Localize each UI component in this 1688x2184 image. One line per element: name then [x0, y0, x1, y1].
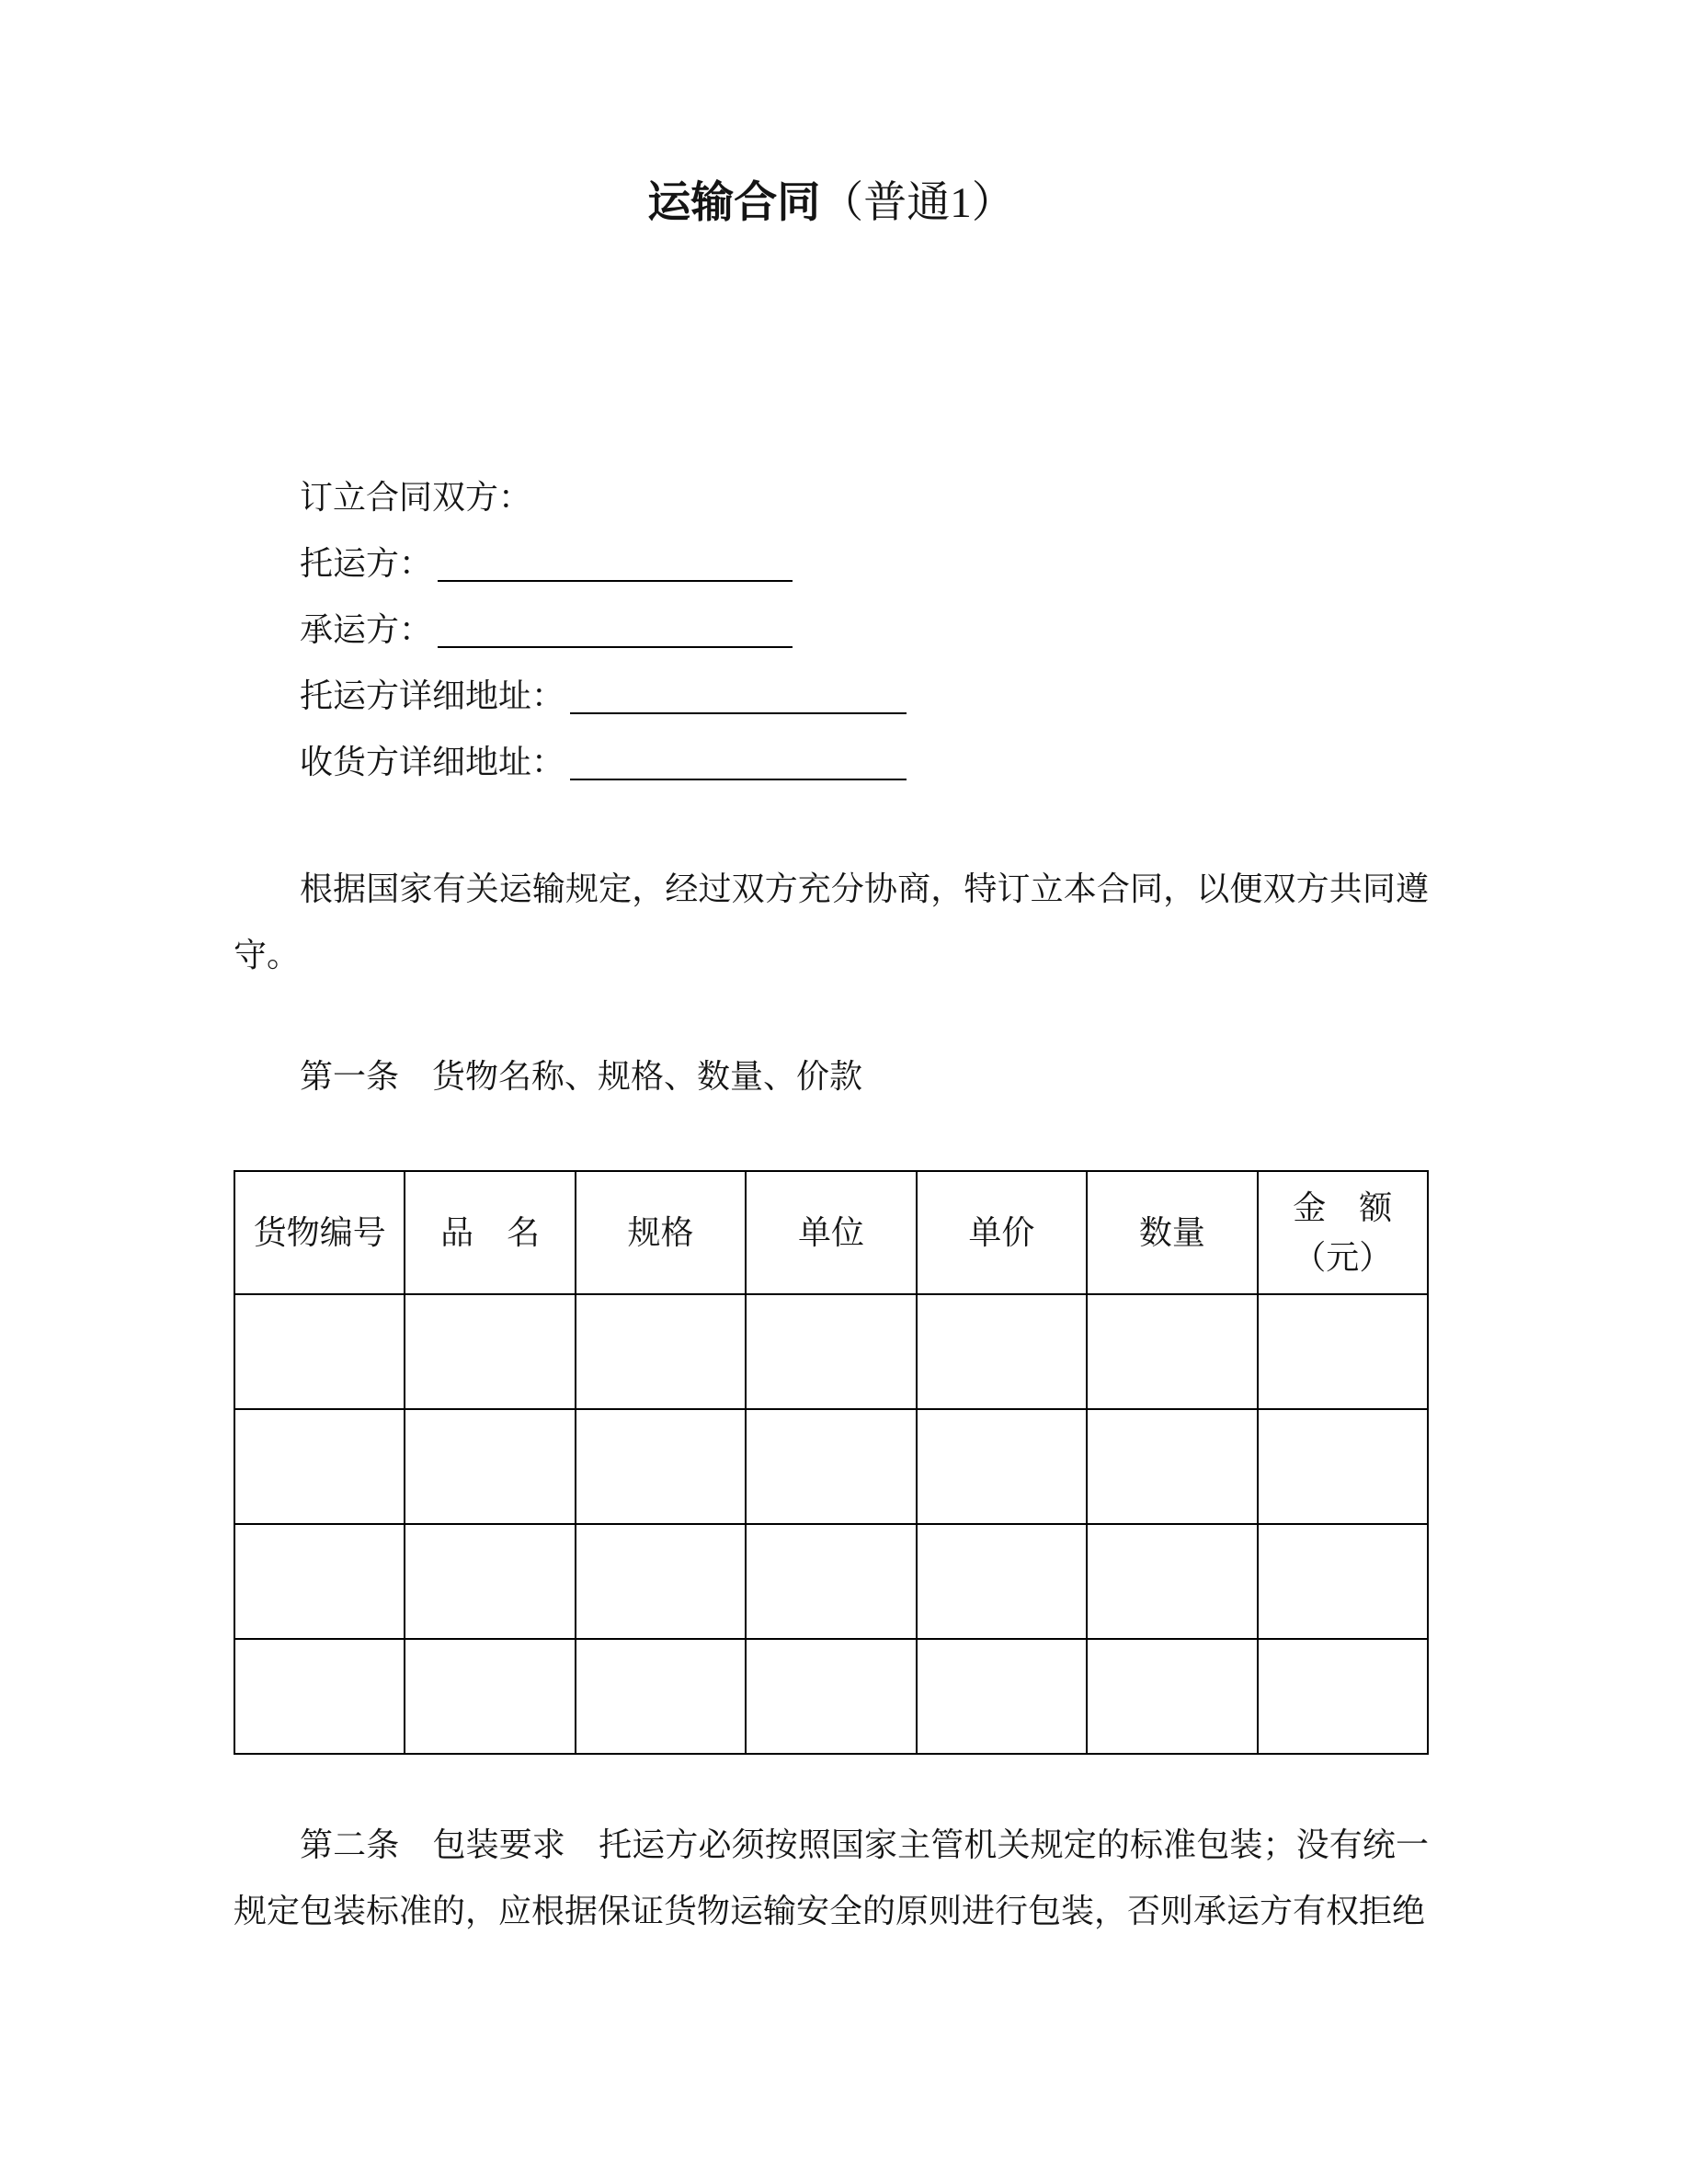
table-cell [1258, 1294, 1428, 1409]
table-cell [576, 1639, 746, 1754]
shipper-label: 托运方： [300, 545, 433, 582]
shipper-blank-line [438, 571, 793, 582]
table-row [234, 1294, 1428, 1409]
table-cell [1258, 1524, 1428, 1639]
table-row [234, 1524, 1428, 1639]
table-cell [917, 1409, 1087, 1524]
table-cell [1087, 1294, 1257, 1409]
table-cell [917, 1524, 1087, 1639]
parties-label: 订立合同双方： [300, 479, 532, 516]
header-amount: 金 额 （元） [1258, 1171, 1428, 1294]
table-cell [405, 1524, 575, 1639]
goods-table-body [234, 1294, 1428, 1754]
table-cell [917, 1639, 1087, 1754]
table-cell [234, 1639, 405, 1754]
table-cell [746, 1639, 916, 1754]
shipper-line [234, 530, 1429, 597]
table-header-row [234, 1171, 1428, 1294]
consignee-address-label: 收货方详细地址： [300, 744, 565, 780]
goods-table [234, 1170, 1429, 1755]
table-cell [1087, 1524, 1257, 1639]
table-cell [405, 1294, 575, 1409]
table-row [234, 1639, 1428, 1754]
shipper-address-blank-line [570, 703, 907, 714]
table-row [234, 1409, 1428, 1524]
parties-line [234, 464, 1429, 530]
shipper-address-label: 托运方详细地址： [300, 677, 565, 714]
table-cell [234, 1524, 405, 1639]
article2-paragraph: 第二条 包装要求 托运方必须按照国家主管机关规定的标准包装；没有统一规定包装标准的，应根据保证货物运输安全的原则进行包装，否则承运方有权拒绝 [234, 1826, 1429, 1929]
table-cell [917, 1294, 1087, 1409]
page-title [234, 175, 1429, 232]
shipper-address-line [234, 663, 1429, 729]
carrier-label: 承运方： [300, 611, 433, 648]
goods-table-head [234, 1171, 1428, 1294]
header-spec: 规格 [576, 1171, 746, 1294]
header-quantity: 数量 [1087, 1171, 1257, 1294]
table-cell [1087, 1639, 1257, 1754]
table-cell [234, 1294, 405, 1409]
header-unit: 单位 [746, 1171, 916, 1294]
table-cell [405, 1639, 575, 1754]
header-product-name: 品 名 [405, 1171, 575, 1294]
table-cell [234, 1409, 405, 1524]
table-cell [1258, 1409, 1428, 1524]
parties-section [234, 464, 1429, 795]
consignee-address-line [234, 729, 1429, 795]
carrier-blank-line [438, 637, 793, 648]
table-cell [576, 1524, 746, 1639]
header-unit-price: 单价 [917, 1171, 1087, 1294]
table-cell [1258, 1639, 1428, 1754]
table-cell [405, 1409, 575, 1524]
table-cell [576, 1294, 746, 1409]
carrier-line [234, 597, 1429, 663]
title-variant: （普通1） [820, 179, 1015, 227]
preamble-paragraph: 根据国家有关运输规定，经过双方充分协商，特订立本合同，以便双方共同遵守。 [234, 870, 1429, 973]
title-text: 运输合同 [647, 179, 821, 227]
consignee-address-blank-line [570, 769, 907, 780]
table-cell [746, 1409, 916, 1524]
table-cell [576, 1409, 746, 1524]
table-cell [1087, 1409, 1257, 1524]
article1-heading: 第一条 货物名称、规格、数量、价款 [300, 1058, 863, 1095]
table-cell [746, 1294, 916, 1409]
table-cell [746, 1524, 916, 1639]
header-goods-no: 货物编号 [234, 1171, 405, 1294]
